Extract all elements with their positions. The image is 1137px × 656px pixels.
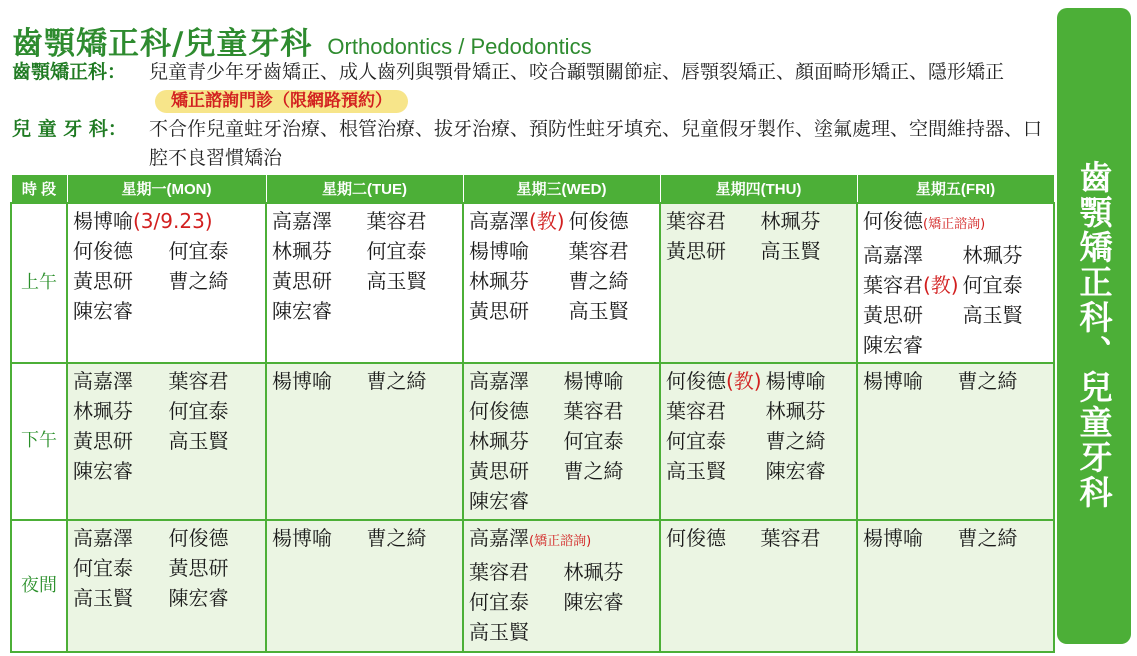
doctor-name: 陳宏睿 xyxy=(272,298,332,323)
doctor-name: 何宜泰 xyxy=(168,398,229,423)
doctor-name: 葉容君 xyxy=(563,398,624,423)
doctor-name: 黃思研 xyxy=(73,428,133,453)
doctor-name: 陳宏睿 xyxy=(73,458,133,483)
doctor-name: 楊博喻 xyxy=(469,238,529,263)
side-tab-label: 齒顎矯正科、兒童牙科 xyxy=(1074,160,1114,510)
doctor-name: 曹之綺 xyxy=(568,268,629,293)
doctor-name: 林珮芬 xyxy=(962,242,1023,267)
cell-pm-wed xyxy=(463,363,660,520)
row-night xyxy=(11,520,1054,652)
doctor-name: 黃思研 xyxy=(73,268,133,293)
doctor-name: 黃思研 xyxy=(469,458,529,483)
date-note: (3/9.23) xyxy=(133,208,213,233)
doctor-name: 葉容君 xyxy=(666,398,726,423)
cell-pm-thu xyxy=(660,363,857,520)
doctor-name: 楊博喻(3/9.23) xyxy=(73,208,213,233)
doctor-name: 何俊德(教) xyxy=(666,368,762,393)
doctor-name: 何俊德 xyxy=(469,398,529,423)
doctor-name: 何宜泰 xyxy=(563,428,624,453)
doctor-name: 楊博喻 xyxy=(765,368,826,393)
cell-am-thu xyxy=(660,203,857,363)
pedo-label: 兒 童 牙 科： xyxy=(12,118,127,140)
pedo-services: 不合作兒童蛀牙治療、根管治療、拔牙治療、預防性蛀牙填充、兒童假牙製作、塗氟處理、空間維持器、口腔不良習慣矯治 xyxy=(149,118,1043,169)
doctor-name: 葉容君 xyxy=(666,208,726,233)
doctor-name: 陳宏睿 xyxy=(168,585,229,610)
doctor-name: 何俊德 xyxy=(666,525,726,550)
doctor-name: 黃思研 xyxy=(272,268,332,293)
doctor-name: 高玉賢 xyxy=(469,619,529,644)
row-morning xyxy=(11,203,1054,363)
doctor-name: 何俊德 xyxy=(568,208,629,233)
cell-night-tue xyxy=(266,520,463,652)
doctor-name: 何宜泰 xyxy=(666,428,726,453)
header-wed: 星期三(WED) xyxy=(463,175,660,203)
doctor-name: 楊博喻 xyxy=(563,368,624,393)
doctor-name: 高玉賢 xyxy=(168,428,229,453)
doctor-name: 高嘉澤 xyxy=(272,208,332,233)
cell-am-wed xyxy=(463,203,660,363)
doctor-name: 高玉賢 xyxy=(73,585,133,610)
ortho-label: 齒顎矯正科： xyxy=(12,61,127,83)
doctor-name: 高嘉澤(教) xyxy=(469,208,565,233)
doctor-name: 陳宏睿 xyxy=(765,458,826,483)
doctor-name: 曹之綺 xyxy=(957,525,1018,550)
doctor-name: 高嘉澤 xyxy=(469,368,529,393)
doctor-name: 曹之綺 xyxy=(765,428,826,453)
doctor-name: 高嘉澤 xyxy=(863,242,923,267)
cell-am-mon xyxy=(67,203,266,363)
doctor-name: 林珮芬 xyxy=(469,428,529,453)
cell-night-fri xyxy=(857,520,1054,652)
page-title xyxy=(12,18,592,63)
teaching-note: (教) xyxy=(923,272,959,297)
doctor-name: 楊博喻 xyxy=(272,525,332,550)
cell-night-thu xyxy=(660,520,857,652)
doctor-name: 陳宏睿 xyxy=(863,332,923,357)
cell-pm-fri xyxy=(857,363,1054,520)
consult-note: (矯正諮詢) xyxy=(923,216,986,232)
pedo-info xyxy=(12,115,1042,173)
doctor-name: 黃思研 xyxy=(469,298,529,323)
doctor-name: 何宜泰 xyxy=(469,589,529,614)
cell-pm-tue xyxy=(266,363,463,520)
doctor-name: 何宜泰 xyxy=(366,238,427,263)
doctor-name: 何俊德 xyxy=(73,238,133,263)
doctor-name: 楊博喻 xyxy=(863,525,923,550)
doctor-name: 高嘉澤 xyxy=(73,525,133,550)
doctor-name: 葉容君 xyxy=(168,368,229,393)
doctor-name: 何宜泰 xyxy=(73,555,133,580)
doctor-name: 林珮芬 xyxy=(563,559,624,584)
doctor-name: 曹之綺 xyxy=(366,525,427,550)
doctor-name: 葉容君(教) xyxy=(863,272,959,297)
doctor-name: 葉容君 xyxy=(760,525,821,550)
cell-am-fri xyxy=(857,203,1054,363)
title-chinese: 齒顎矯正科/兒童牙科 xyxy=(12,26,313,62)
doctor-name: 林珮芬 xyxy=(272,238,332,263)
doctor-name: 楊博喻 xyxy=(863,368,923,393)
header-fri: 星期五(FRI) xyxy=(857,175,1054,203)
doctor-name: 曹之綺 xyxy=(957,368,1018,393)
doctor-name: 林珮芬 xyxy=(469,268,529,293)
header-thu: 星期四(THU) xyxy=(660,175,857,203)
doctor-name: 何俊德(矯正諮詢) xyxy=(863,208,986,233)
schedule-table-wrapper xyxy=(10,174,1053,646)
doctor-name: 陳宏睿 xyxy=(469,488,529,513)
period-morning: 上午 xyxy=(11,203,67,363)
doctor-name: 何宜泰 xyxy=(962,272,1023,297)
doctor-name: 高玉賢 xyxy=(366,268,427,293)
doctor-name: 高玉賢 xyxy=(760,238,821,263)
doctor-name: 曹之綺 xyxy=(168,268,229,293)
header-period: 時 段 xyxy=(11,175,67,203)
doctor-name: 葉容君 xyxy=(469,559,529,584)
doctor-name: 曹之綺 xyxy=(366,368,427,393)
consult-note: (矯正諮詢) xyxy=(529,533,592,549)
doctor-name: 葉容君 xyxy=(568,238,629,263)
doctor-name: 高玉賢 xyxy=(666,458,726,483)
doctor-name: 黃思研 xyxy=(168,555,229,580)
cell-night-wed xyxy=(463,520,660,652)
schedule-table xyxy=(10,174,1055,653)
doctor-name: 黃思研 xyxy=(666,238,726,263)
doctor-name: 曹之綺 xyxy=(563,458,624,483)
period-afternoon: 下午 xyxy=(11,363,67,520)
cell-am-tue xyxy=(266,203,463,363)
consult-badge: 矯正諮詢門診（限網路預約） xyxy=(155,90,408,113)
side-tab xyxy=(1057,8,1131,644)
period-night: 夜間 xyxy=(11,520,67,652)
doctor-name: 高嘉澤 xyxy=(73,368,133,393)
cell-night-mon xyxy=(67,520,266,652)
doctor-name: 高玉賢 xyxy=(568,298,629,323)
teaching-note: (教) xyxy=(726,368,762,393)
ortho-info xyxy=(12,58,1042,116)
header-mon: 星期一(MON) xyxy=(67,175,266,203)
title-english: Orthodontics / Pedodontics xyxy=(327,34,592,59)
row-afternoon xyxy=(11,363,1054,520)
header-row xyxy=(11,175,1054,203)
doctor-name: 葉容君 xyxy=(366,208,427,233)
doctor-name: 高玉賢 xyxy=(962,302,1023,327)
doctor-name: 何宜泰 xyxy=(168,238,229,263)
doctor-name: 黃思研 xyxy=(863,302,923,327)
teaching-note: (教) xyxy=(529,208,565,233)
doctor-name: 陳宏睿 xyxy=(563,589,624,614)
ortho-services: 兒童青少年牙齒矯正、成人齒列與顎骨矯正、咬合顳顎關節症、唇顎裂矯正、顏面畸形矯正、隱形矯正 xyxy=(149,61,1005,83)
doctor-name: 林珮芬 xyxy=(760,208,821,233)
cell-pm-mon xyxy=(67,363,266,520)
doctor-name: 林珮芬 xyxy=(73,398,133,423)
doctor-name: 何俊德 xyxy=(168,525,229,550)
doctor-name: 林珮芬 xyxy=(765,398,826,423)
doctor-name: 楊博喻 xyxy=(272,368,332,393)
header-tue: 星期二(TUE) xyxy=(266,175,463,203)
doctor-name: 高嘉澤(矯正諮詢) xyxy=(469,525,592,550)
doctor-name: 陳宏睿 xyxy=(73,298,133,323)
